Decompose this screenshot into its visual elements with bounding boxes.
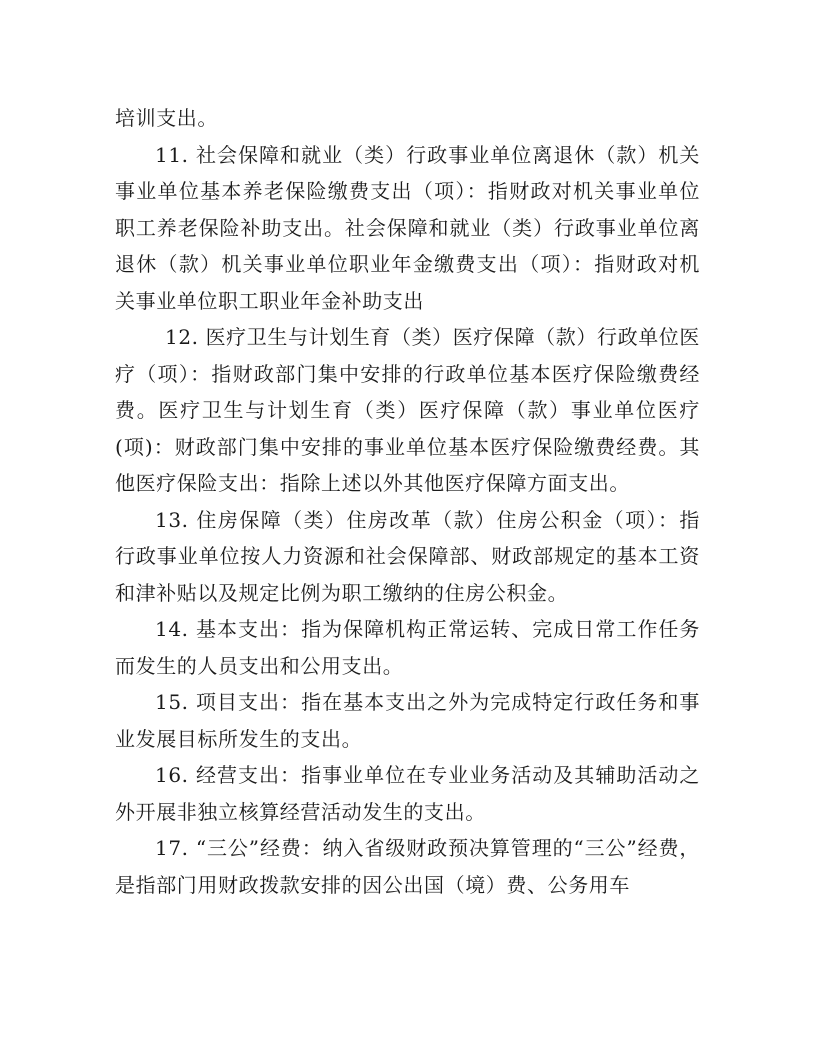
paragraph-item-15: 15. 项目支出：指在基本支出之外为完成特定行政任务和事业发展目标所发生的支出。 — [115, 690, 700, 751]
paragraph-item-13: 13. 住房保障（类）住房改革（款）住房公积金（项）：指行政事业单位按人力资源和社会保障部、财政部规定的基本工资和津补贴以及规定比例为职工缴纳的住房公积金。 — [115, 507, 700, 605]
paragraph-item-11: 11. 社会保障和就业（类）行政事业单位离退休（款）机关事业单位基本养老保险缴费支出（项）：指财政对机关事业单位职工养老保险补助支出。社会保障和就业（类）行政事业单位离退休（款）机关事业单位职业年金缴费支出（项）：指财政对机关事业单位职工职业年金补助支出 — [115, 142, 700, 313]
document-body — [115, 100, 700, 903]
paragraph-item-12: 12. 医疗卫生与计划生育（类）医疗保障（款）行政单位医疗（项）：指财政部门集中安排的行政单位基本医疗保险缴费经费。医疗卫生与计划生育（类）医疗保障（款）事业单位医疗(项)：财政部门集中安排的事业单位基本医疗保险缴费经费。其他医疗保险支出：指除上述以外其他医疗保障方面支出。 — [115, 325, 700, 495]
paragraph-item-17: 17. “三公”经费：纳入省级财政预决算管理的“三公”经费，是指部门用财政拨款安排的因公出国（境）费、公务用车 — [115, 836, 700, 897]
paragraph-item-16: 16. 经营支出：指事业单位在专业业务活动及其辅助活动之外开展非独立核算经营活动发生的支出。 — [115, 763, 700, 824]
paragraph-item-14: 14. 基本支出：指为保障机构正常运转、完成日常工作任务而发生的人员支出和公用支出。 — [115, 617, 700, 678]
paragraph-training-expense-end: 培训支出。 — [115, 106, 218, 130]
